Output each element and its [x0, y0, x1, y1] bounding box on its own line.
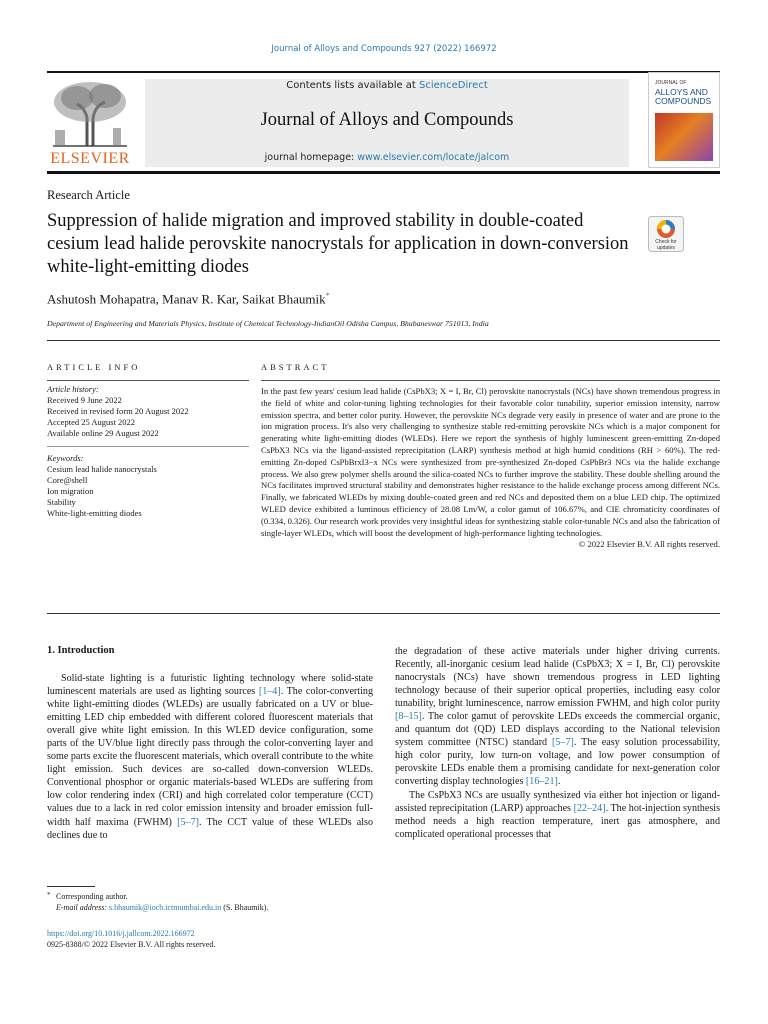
right-column [395, 645, 720, 841]
header-bottom-rule [47, 171, 720, 174]
cover-line-3: COMPOUNDS [655, 96, 712, 106]
elsevier-wordmark: ELSEVIER [50, 150, 130, 167]
doi-link[interactable]: https://doi.org/10.1016/j.jallcom.2022.166972 [47, 929, 195, 938]
citation-link[interactable]: [5–7] [177, 816, 199, 828]
abstract-rule [261, 380, 720, 381]
article-info-rule [47, 380, 249, 381]
intro-text: . [557, 776, 561, 788]
email-note [47, 902, 547, 913]
abstract-body [261, 386, 720, 551]
intro-text: . The hot-injection synthesis method needs a high reaction temperature, inert gas atmosphere, and complicated operational processes that [395, 802, 720, 840]
authors: Ashutosh Mohapatra, Manav R. Kar, Saikat Bhaumik [47, 291, 326, 307]
intro-paragraph [395, 789, 720, 841]
cover-image [655, 113, 713, 161]
intro-text: Solid-state lighting is a futuristic lighting technology where solid-state luminescent materials are used as lighting sources [47, 673, 373, 698]
citation-link[interactable]: [22–24] [573, 802, 606, 814]
article-info-heading: ARTICLE INFO [47, 362, 141, 372]
contents-line [145, 80, 629, 91]
intro-paragraph [47, 672, 373, 842]
intro-paragraph [395, 645, 720, 789]
keyword-item: Ion migration [47, 486, 94, 496]
history-received: Received 9 June 2022 [47, 395, 122, 405]
footnotes [47, 891, 547, 913]
journal-citation-line[interactable]: Journal of Alloys and Compounds 927 (2022) 166972 [271, 44, 497, 54]
abstract-heading: ABSTRACT [261, 362, 330, 372]
history-rule [47, 446, 249, 447]
journal-title: Journal of Alloys and Compounds [260, 110, 514, 130]
keywords-label: Keywords: [47, 453, 84, 463]
contents-prefix: Contents lists available at [286, 80, 420, 91]
email-label: E-mail address: [56, 903, 110, 912]
corresponding-author-mark[interactable]: * [325, 291, 330, 300]
keyword-item: Cesium lead halide nanocrystals [47, 464, 157, 474]
introduction-heading: 1. Introduction [47, 645, 115, 656]
elsevier-tree-icon [47, 78, 133, 148]
doi-block [47, 928, 547, 950]
citation-link[interactable]: [5–7] [552, 737, 574, 749]
journal-homepage-line [145, 152, 629, 163]
history-revised: Received in revised form 20 August 2022 [47, 406, 189, 416]
header-top-rule [47, 71, 720, 73]
intro-text: . The easy solution processability, high color purity, low turn-on voltage, and low power consumption of perovskite LEDs enable them a promising candidate for next-generation color converting display technologies [395, 737, 720, 788]
footnote-rule [47, 886, 95, 887]
crossmark-line-1: Check for [655, 239, 677, 245]
journal-homepage-link[interactable]: www.elsevier.com/locate/jalcom [357, 152, 510, 163]
intro-text: . The CCT value of these WLEDs also declines due to [47, 816, 373, 841]
citation-link[interactable]: [1–4] [258, 686, 281, 698]
keyword-item: Core@shell [47, 475, 88, 485]
citation-link[interactable]: [16–21] [525, 776, 558, 788]
journal-cover-thumbnail[interactable] [648, 72, 720, 168]
abstract-text: In the past few years' cesium lead halide (CsPbX3; X = I, Br, Cl) perovskite nanocrystals (NCs) have shown tremendous progress in the field of white and color-tuning lighting technologies for their favorable color tunability, superior emission intensity, narrow emission spectra, and better color purity. However, the perovskite NCs degrade very easily in presence of water and are prone to the ion migration process. It's also very challenging to synthesize stable red-emitting perovskite NCs which is a major component for generating white light-emitting diodes (WLEDs). Here we report the synthesis of highly luminescent green-emitting Zn-doped CsPbX3 NCs via the ligand-assisted reprecipitation (LARP) synthesis method at high humid conditions (RH > 60%). The red-emitting Zn-doped CsPbBrxI3−x NCs were synthesized from pre-synthesized Zn-doped CsPbBr3 NCs via the halide exchange process. We also grew polymer shells around the silica-coated NCs to further improve the stability. These double shelling around the NCs facilitates improved structural stability and demonstrates higher resistance to the halide exchange process among different NCs. Finally, we fabricated WLEDs by mixing double-coated green and red NCs and deposited them on a blue LED chip. The optimized WLED device exhibited a luminous efficiency of 28.08 Lm/W, a color gamut of 106.67%, and CIE chromaticity coordinates of (0.334, 0.326). Our research work provides very insightful ideas for synthesizing stable color-tunable NCs and also the fabrication of single-layer WLEDs, which will boost the development of high-performance lighting technologies. [261, 386, 720, 538]
article-title: Suppression of halide migration and improved stability in double-coated cesium lead halide perovskite nanocrystals for application in down-conversion white-light-emitting diodes [47, 211, 629, 277]
sciencedirect-link[interactable]: ScienceDirect [419, 80, 488, 91]
email-link[interactable]: s.bhaumik@iocb.ictmumbai.edu.in [109, 903, 222, 912]
homepage-prefix: journal homepage: [264, 152, 358, 163]
crossmark-line-2: updates [657, 245, 675, 251]
intro-text: The CsPbX3 NCs are usually synthesized via either hot injection or ligand-assisted reprecipitation (LARP) approaches [395, 789, 720, 814]
article-type: Research Article [47, 188, 130, 202]
issn-line: 0925-8388/© 2022 Elsevier B.V. All rights reserved. [47, 940, 216, 949]
history-label: Article history: [47, 384, 99, 394]
elsevier-logo [47, 78, 137, 168]
citation-link[interactable]: [8–15] [395, 711, 422, 723]
check-for-updates-badge[interactable] [648, 216, 684, 252]
left-column [47, 672, 373, 842]
history-online: Available online 29 August 2022 [47, 428, 159, 438]
keyword-item: White-light-emitting diodes [47, 508, 142, 518]
corresponding-text: Corresponding author. [56, 892, 128, 901]
cover-line-2: ALLOYS AND [655, 87, 708, 97]
intro-text: . The color-converting white light-emitting diodes (WLEDs) are usually fabricated on a UV or blue-emitting LED chip embedded with different colored fluorescent materials that overall give white light emission. In this WLED device configuration, some parts of the UV/blue light directly pass through the color-converting layer and some parts excite the fluorescent materials, which overall contribute to the white light emission. Such devices are so-called down-conversion WLEDs. Conventional phosphor or organic materials-based WLEDs are suffering from low color rendering index (CRI) and high correlated color temperature (CCT) values due to a lack in red color emission intensity and broader emission full-width half maxima (FWHM) [47, 686, 373, 828]
author-list [47, 291, 330, 307]
intro-text: . The color gamut of perovskite LEDs exceeds the commercial organic, and quantum dot (QD) LED displays according to the National television system committee (NTSC) standard [395, 711, 720, 749]
email-suffix: (S. Bhaumik). [221, 903, 269, 912]
abstract-bottom-rule [47, 613, 720, 614]
footnote-mark: * [47, 891, 51, 899]
history-accepted: Accepted 25 August 2022 [47, 417, 136, 427]
keywords [47, 453, 237, 519]
abstract-copyright: © 2022 Elsevier B.V. All rights reserved. [578, 539, 720, 550]
article-history [47, 384, 237, 439]
affiliation: Department of Engineering and Materials Physics, Institute of Chemical Technology-IndianOil Odisha Campus, Bhubaneswar 751013, India [47, 319, 489, 328]
keyword-item: Stability [47, 497, 76, 507]
corresponding-note [47, 891, 547, 902]
cover-line-1: JOURNAL OF [655, 80, 687, 86]
affiliation-rule [47, 340, 720, 341]
intro-text: the degradation of these active materials under higher driving currents. Recently, all-inorganic cesium lead halide (CsPbX3; X = I, Br, Cl) perovskite nanocrystals (NCs) have shown tremendous progress in LED lighting technology because of their superior optical properties, including easy color tunability, bright luminescence, narrow emission FWHM, and high color purity [395, 646, 720, 710]
